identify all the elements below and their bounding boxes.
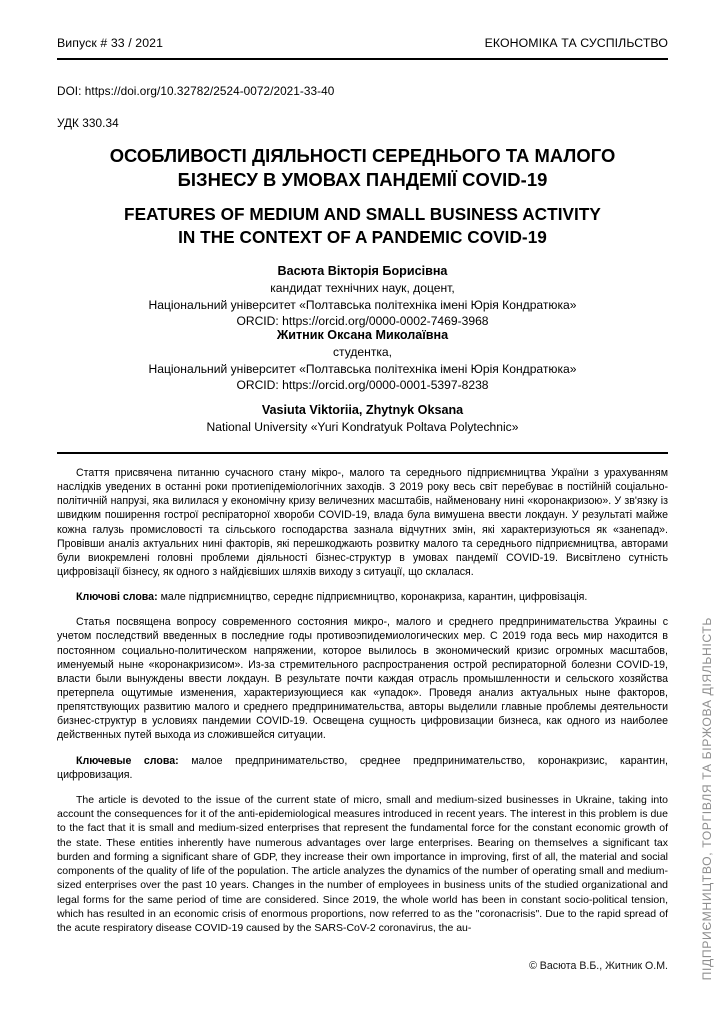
author-1-role: кандидат технічних наук, доцент, [270,281,455,296]
abstract-en-text: The article is devoted to the issue of the current state of micro, small and medium-sized businesses in Ukraine, taking into account the consequences for it of the anti-epidemiological measures introduced in recent years. The interest in this problem is due to the fact that it is small and medium-sized enterprises that represent the fundamental force for the constant economic growth of the state. These entities inherently have numerous advantages over large enterprises. Bearing on themselves a significant tax burden and forming a significant share of GDP, they increase their own importance in improving, first of all, the material and social components of the quality of life of the population. The article analyzes the dynamics of the number of operating small and medium-sized enterprises over the past 10 years. Changes in the number of employees in business units of the studied organizational and legal forms for the same period of time are considered. Since 2019, the whole world has been in constant socio-political tension, which has resulted in an economic crisis of enormous proportions, now referred to as the "coronacrisis". Due to the rapid spread of the acute respiratory disease COVID-19 caused by the SARS-CoV-2 coronavirus, the au- [57,793,668,935]
article-title-ua-line1: ОСОБЛИВОСТІ ДІЯЛЬНОСТІ СЕРЕДНЬОГО ТА МАЛОГО [109,145,616,166]
footer-copyright: © Васюта В.Б., Житник О.М. [529,960,668,972]
author-2-role: студентка, [332,345,392,360]
running-head [57,36,668,50]
keywords-ru-label: Ключевые слова: [76,754,179,767]
issue-number: Випуск # 33 / 2021 [57,36,164,50]
abstract-ua-text: Стаття присвячена питанню сучасного стану мікро-, малого та середнього підприємництва України з урахуванням наслідків уведених в останні роки протиепідеміологічних заходів. З 2019 року весь світ перебуває в постійній соціально-політичній напрузі, яка вилилася у економічну кризу величезних масштабів, найменовану нині «коронакризою». У зв'язку із швидким поширення гострої респіраторної хвороби COVID-19, влада була вимушена ввести локдаун. У результаті майже кожна галузь промисловості та сільського господарства зазнала відчутних змін, які характеризуються як «занепад». Провівши аналіз актуальних нині факторів, які перешкоджають розвитку малого та середнього підприємництва, авторами були виокремлені головні проблеми діяльності бізнес-структур в умовах пандемії COVID-19. Висвітлено сутність цифровізації бізнесу, як одного з найдієвіших шляхів виходу з ситуації, що склалася. [57,467,668,578]
keywords-ru-values: малое предпринимательство, среднее предпринимательство, коронакризис, карантин, цифровизация. [57,754,668,781]
authors-en-affiliation: National University «Yuri Kondratyuk Poltava Polytechnic» [206,420,519,435]
author-block-1 [57,263,668,329]
udk-line: УДК 330.34 [57,116,119,130]
keywords-ru [57,754,668,782]
abstract-ru-text: Статья посвящена вопросу современного состояния микро-, малого и среднего предпринимательства Украины с учетом последствий введенных в последние годы противоэпидемиологических мер. С 2019 года весь мир находится в постоянном социально-политическом напряжении, которое вылилось в экономический кризис огромных масштабов, именуемый ныне «коронакризисом». Из-за стремительного распространения острой респираторной болезни COVID-19, власти были вынуждены ввести локдаун. В результате почти каждая отрасль промышленности и сельского хозяйства претерпела ощутимые изменения, характеризующиеся как «упадок». Проведя анализ актуальных ныне факторов, препятствующих развитию малого и среднего предпринимательства, авторы выделили главные проблемы деятельности бизнес-структур в условиях пандемии COVID-19. Освещена сущность цифровизации бизнеса, как одного из наиболее действенных путей выхода из сложившейся ситуации. [57,616,668,742]
abstract-section [57,466,668,946]
article-title-en-line1: FEATURES OF MEDIUM AND SMALL BUSINESS ACTIVITY [124,204,601,224]
journal-name: ЕКОНОМІКА ТА СУСПІЛЬСТВО [484,36,668,50]
article-title-en [57,203,668,249]
authors-en-names: Vasiuta Viktoriia, Zhytnyk Oksana [261,403,464,417]
keywords-ua [57,590,668,604]
author-2-affiliation: Національний університет «Полтавська політехніка імені Юрія Кондратюка» [148,361,577,376]
header-divider [57,58,668,60]
keywords-ua-label: Ключові слова: [76,591,158,604]
doi-line: DOI: https://doi.org/10.32782/2524-0072/2021-33-40 [57,84,335,98]
author-2-orcid[interactable]: ORCID: https://orcid.org/0000-0001-5397-8238 [236,378,489,392]
abstract-divider [57,452,668,454]
author-1-affiliation: Національний університет «Полтавська політехніка імені Юрія Кондратюка» [148,297,577,312]
keywords-ua-values: мале підприємництво, середнє підприємництво, коронакриза, карантин, цифровізація. [160,591,588,604]
author-1-orcid[interactable]: ORCID: https://orcid.org/0000-0002-7469-3968 [236,314,489,328]
author-2-name: Житник Оксана Миколаївна [276,328,449,342]
author-block-english [57,402,668,436]
author-1-name: Васюта Вікторія Борисівна [277,264,448,278]
section-tab-label: ПІДПРИЄМНИЦТВО, ТОРГІВЛЯ ТА БІРЖОВА ДІЯЛЬНІСТЬ [700,616,714,980]
article-title-en-line2: IN THE CONTEXT OF A PANDEMIC COVID-19 [178,227,547,248]
section-tab-vertical [696,580,718,980]
author-block-2 [57,327,668,393]
article-title-ua [57,144,668,193]
article-title-ua-line2: БІЗНЕСУ В УМОВАХ ПАНДЕМІЇ COVID-19 [177,169,548,191]
